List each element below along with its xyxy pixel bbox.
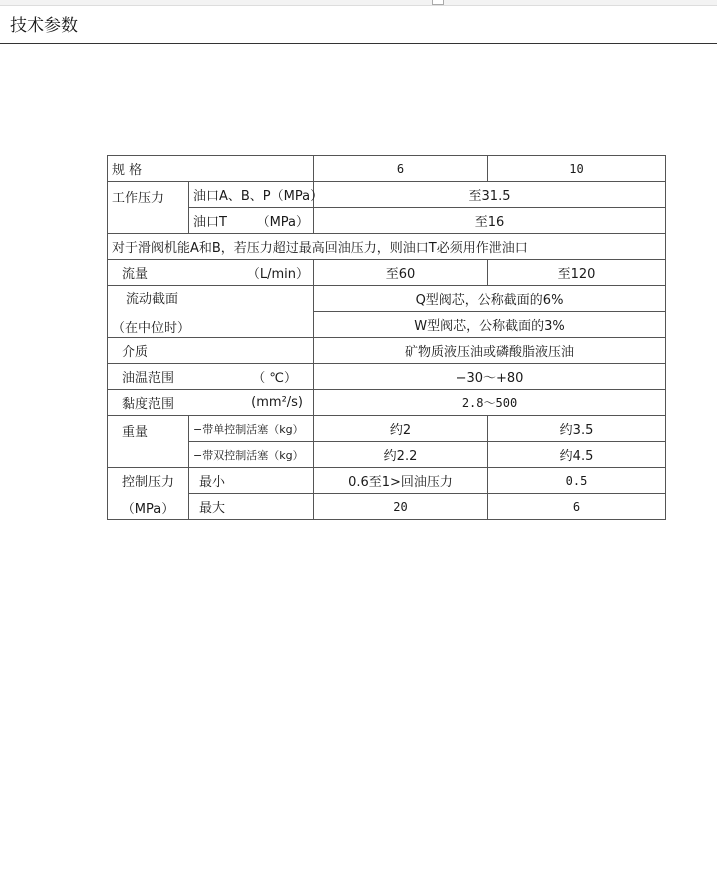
flow-label: 流量: [122, 267, 149, 282]
drain-note: 对于滑阀机能A和B，若压力超过最高回油压力，则油口T必须用作泄油口: [108, 234, 666, 260]
flow-section-label-line1: 流动截面: [126, 291, 179, 307]
flow-section-label-line2: （在中位时）: [112, 320, 191, 336]
viscosity-label: 黏度范围: [122, 397, 175, 412]
pressure-t-value: 至16: [314, 208, 666, 234]
control-pressure-label-line2: （MPa）: [121, 501, 175, 517]
viscosity-cell: [108, 390, 314, 416]
table-row: [108, 182, 666, 208]
weight-double-6: 约2.2: [314, 442, 488, 468]
control-min-label: 最小: [189, 468, 314, 494]
spec-table: [107, 155, 666, 520]
weight-double-10: 约4.5: [488, 442, 666, 468]
weight-label: 重量: [108, 416, 189, 468]
pressure-t-cell: [189, 208, 314, 234]
medium-value: 矿物质液压油或磷酸脂液压油: [314, 338, 666, 364]
flow-cell: [108, 260, 314, 286]
table-row: [108, 416, 666, 442]
pressure-abp-unit: （MPa）: [270, 189, 324, 204]
pressure-abp-value: 至31.5: [314, 182, 666, 208]
control-max-10: 6: [488, 494, 666, 520]
control-min-10: 0.5: [488, 468, 666, 494]
flow-6: 至60: [314, 260, 488, 286]
spec-header-6: 6: [314, 156, 488, 182]
control-pressure-label-cell: [108, 468, 189, 520]
control-max-label: 最大: [189, 494, 314, 520]
control-min-6: 0.6至1>回油压力: [314, 468, 488, 494]
flow-section-label-cell: [108, 286, 314, 338]
temp-unit: （ ℃）: [252, 371, 298, 386]
spec-header-10: 10: [488, 156, 666, 182]
control-max-6: 20: [314, 494, 488, 520]
table-row: [108, 156, 666, 182]
pressure-label: 工作压力: [108, 182, 189, 234]
weight-single-10: 约3.5: [488, 416, 666, 442]
medium-label: 介质: [108, 338, 314, 364]
table-row: [108, 208, 666, 234]
page-title: 技术参数: [10, 16, 78, 36]
table-row: [108, 390, 666, 416]
pressure-t-label: 油口T: [193, 215, 227, 230]
table-row: [108, 442, 666, 468]
table-row: [108, 338, 666, 364]
table-row: [108, 494, 666, 520]
temp-value: −30～+80: [314, 364, 666, 390]
flow-section-w: W型阀芯，公称截面的3%: [314, 312, 666, 338]
table-row: [108, 234, 666, 260]
table-row: [108, 468, 666, 494]
scrollbar-thumb[interactable]: [432, 0, 444, 5]
top-scroll-strip: [0, 0, 717, 6]
table-row: [108, 260, 666, 286]
table-row: [108, 286, 666, 312]
temp-label: 油温范围: [122, 371, 175, 386]
flow-10: 至120: [488, 260, 666, 286]
viscosity-unit: (mm²/s): [251, 395, 304, 410]
flow-section-q: Q型阀芯，公称截面的6%: [314, 286, 666, 312]
pressure-t-unit: （MPa）: [256, 215, 310, 230]
table-row: [108, 364, 666, 390]
pressure-abp-label: 油口A、B、P: [193, 189, 271, 204]
spec-header-label: 规 格: [108, 156, 314, 182]
weight-single-label: −带单控制活塞（kg）: [189, 416, 314, 442]
title-divider: [0, 43, 717, 44]
control-pressure-label-line1: 控制压力: [121, 474, 174, 490]
pressure-abp-cell: [189, 182, 324, 208]
weight-single-6: 约2: [314, 416, 488, 442]
weight-double-label: −带双控制活塞（kg）: [189, 442, 314, 468]
viscosity-value: 2.8～500: [314, 390, 666, 416]
flow-unit: （L/min）: [246, 267, 310, 282]
temp-cell: [108, 364, 314, 390]
